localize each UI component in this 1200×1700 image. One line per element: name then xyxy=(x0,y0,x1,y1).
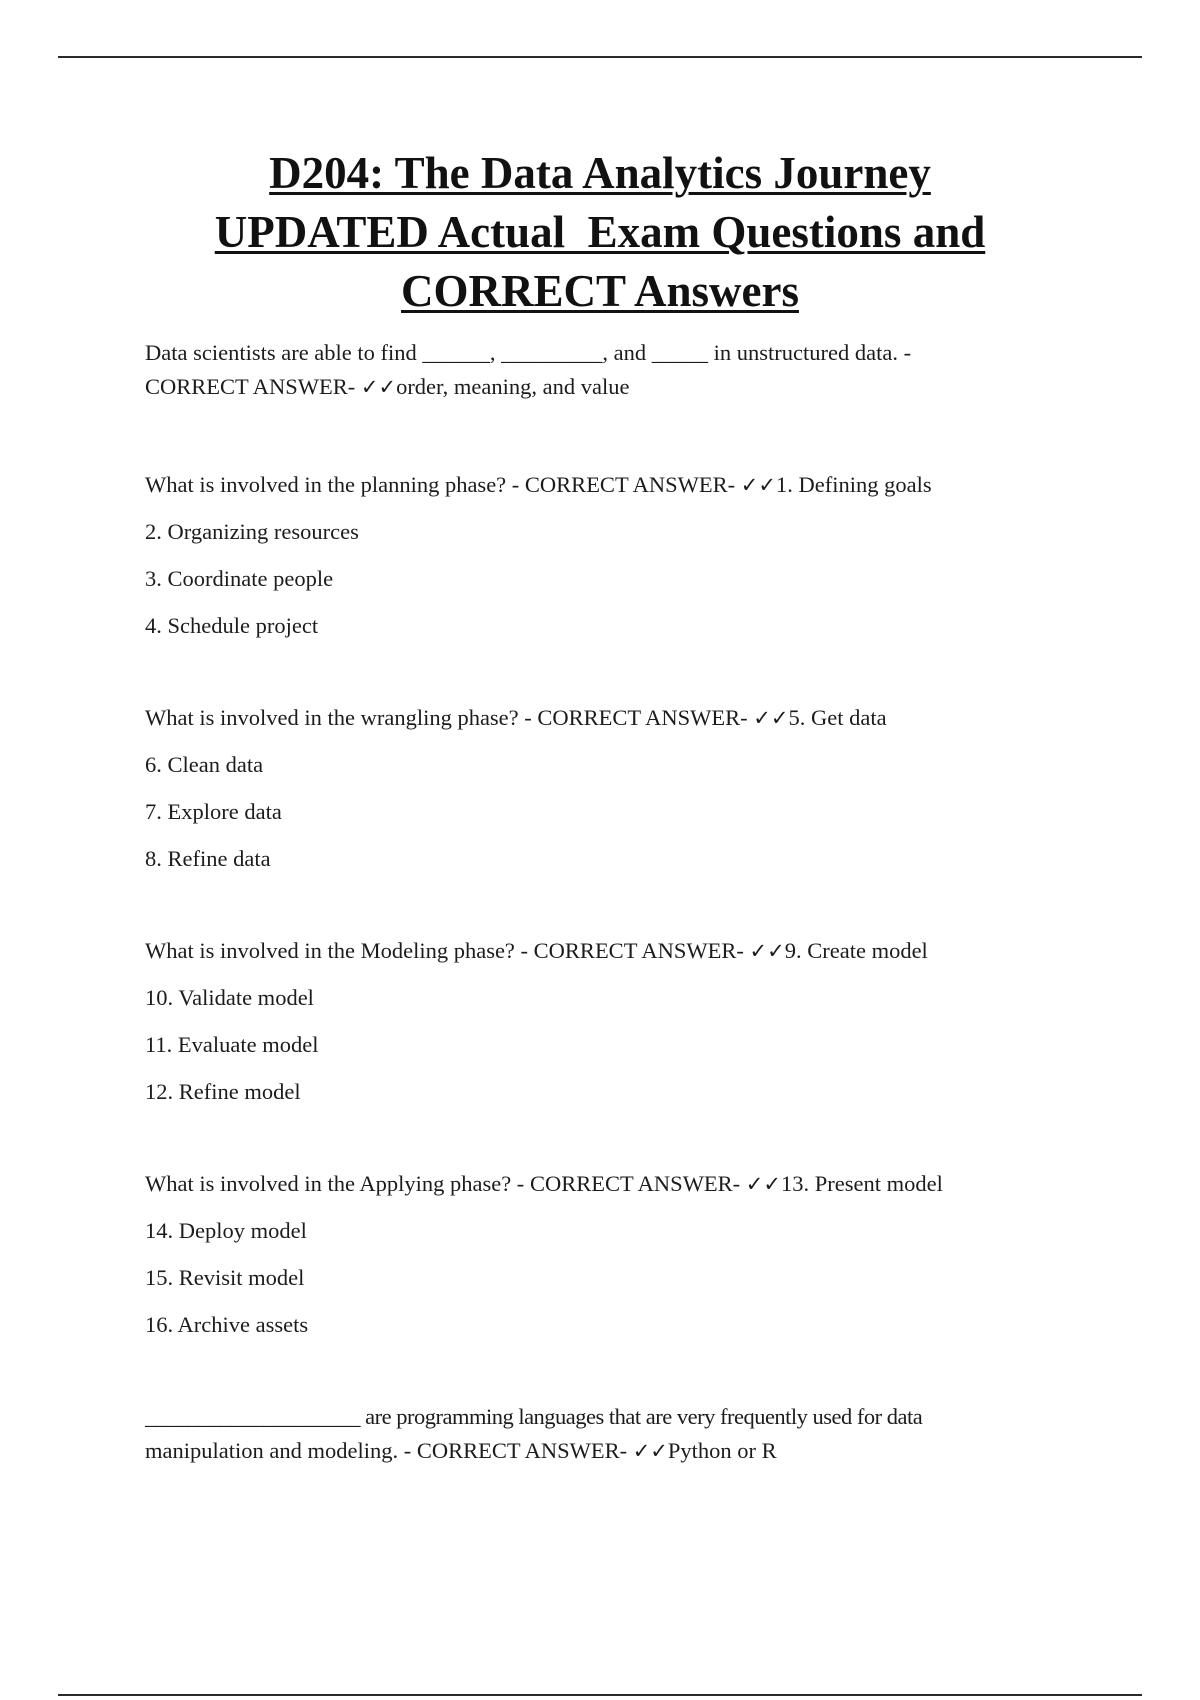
answer-marker: CORRECT ANSWER- xyxy=(416,1438,628,1463)
qa-item-6 xyxy=(145,1400,1055,1468)
answer-text: Python or R xyxy=(667,1438,777,1463)
list-item: 14. Deploy model xyxy=(145,1218,307,1243)
list-item: 8. Refine data xyxy=(145,846,271,871)
title-line-2: UPDATED Actual Exam Questions and xyxy=(214,207,986,257)
double-check-icon: ✓✓ xyxy=(360,375,397,399)
top-rule xyxy=(58,56,1142,58)
document-title xyxy=(58,144,1142,321)
list-item: 7. Explore data xyxy=(145,799,282,824)
list-item: 16. Archive assets xyxy=(145,1312,309,1337)
qa-item-2 xyxy=(145,468,1055,643)
answer-text: 13. Present model xyxy=(781,1171,943,1196)
bottom-rule xyxy=(58,1694,1142,1696)
list-item: 11. Evaluate model xyxy=(145,1032,319,1057)
question-text: ____________________ are programming languages that are very frequently used for data xyxy=(145,1404,923,1429)
double-check-icon: ✓✓ xyxy=(632,1439,668,1463)
answer-marker: CORRECT ANSWER- xyxy=(529,1171,741,1196)
qa-item-3 xyxy=(145,701,1055,876)
question-text: What is involved in the planning phase? - xyxy=(145,472,520,497)
question-2 xyxy=(145,468,1055,502)
list-item: 10. Validate model xyxy=(145,985,314,1010)
answer-text: 1. Defining goals xyxy=(775,472,932,497)
answer-marker: CORRECT ANSWER- xyxy=(145,374,356,399)
list-item: 15. Revisit model xyxy=(145,1265,305,1290)
qa-item-4 xyxy=(145,934,1055,1109)
answer-text: 9. Create model xyxy=(784,938,928,963)
question-1 xyxy=(145,336,1055,404)
question-text: What is involved in the Modeling phase? - xyxy=(145,938,529,963)
answer-marker: CORRECT ANSWER- xyxy=(537,705,748,730)
double-check-icon: ✓✓ xyxy=(749,939,785,963)
title-line-3: CORRECT Answers xyxy=(401,266,799,316)
question-4 xyxy=(145,934,1055,968)
list-item: 2. Organizing resources xyxy=(145,519,359,544)
double-check-icon: ✓✓ xyxy=(745,1172,781,1196)
answer-text: order, meaning, and value xyxy=(396,374,630,399)
qa-item-1 xyxy=(145,336,1055,404)
question-text: manipulation and modeling. - xyxy=(145,1438,412,1463)
qa-item-5 xyxy=(145,1167,1055,1342)
title-line-1: D204: The Data Analytics Journey xyxy=(269,148,931,198)
question-text: What is involved in the Applying phase? - xyxy=(145,1171,525,1196)
answer-marker: CORRECT ANSWER- xyxy=(524,472,736,497)
question-text: What is involved in the wrangling phase? - xyxy=(145,705,532,730)
question-3 xyxy=(145,701,1055,735)
list-item: 4. Schedule project xyxy=(145,613,319,638)
question-6 xyxy=(145,1400,1055,1468)
answer-marker: CORRECT ANSWER- xyxy=(533,938,744,963)
list-item: 3. Coordinate people xyxy=(145,566,334,591)
double-check-icon: ✓✓ xyxy=(753,706,789,730)
qa-list xyxy=(145,336,1055,1526)
list-item: 6. Clean data xyxy=(145,752,264,777)
answer-text: 5. Get data xyxy=(788,705,887,730)
list-item: 12. Refine model xyxy=(145,1079,301,1104)
double-check-icon: ✓✓ xyxy=(740,473,776,497)
question-5 xyxy=(145,1167,1055,1201)
question-text: Data scientists are able to find ______, _________, and _____ in unstructured data. - xyxy=(145,340,912,365)
